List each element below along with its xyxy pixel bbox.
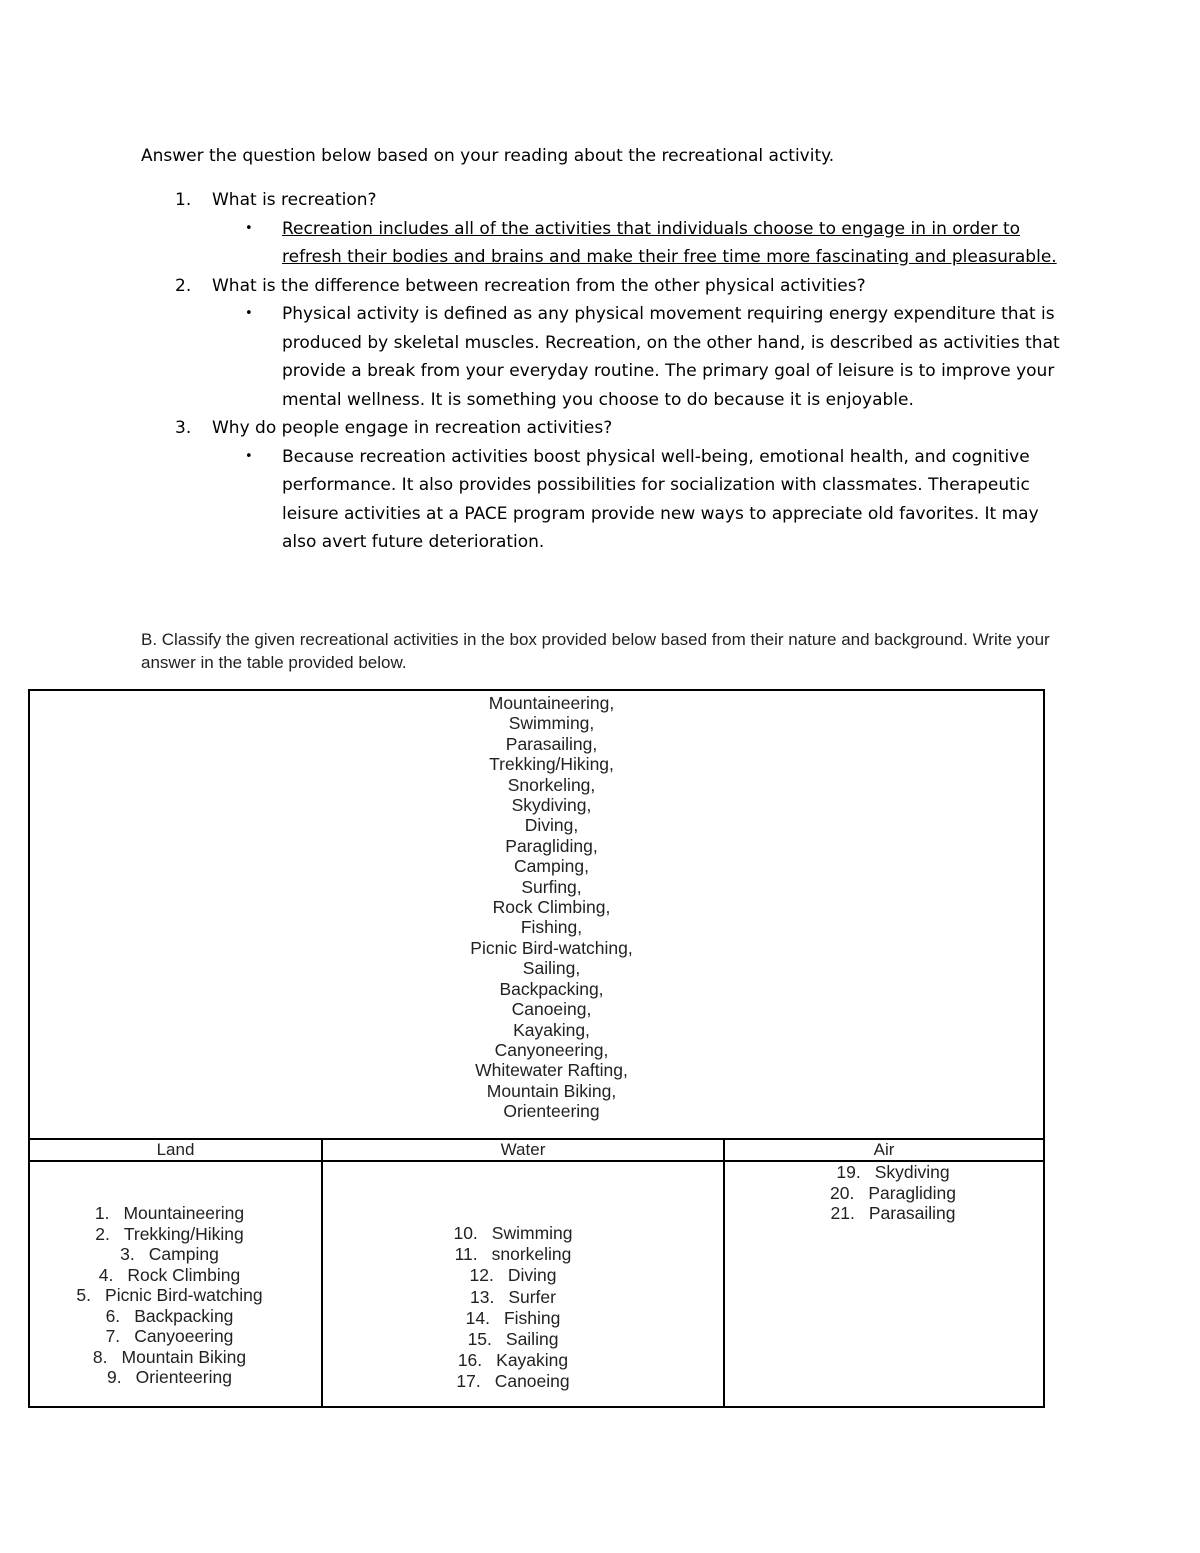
header-land: Land [28, 1138, 323, 1162]
answer-2 [175, 300, 1062, 414]
question-1 [175, 186, 1075, 215]
item-text: Mountaineering [123, 1203, 245, 1223]
question-text: Why do people engage in recreation activities? [212, 418, 613, 438]
item-text: Diving [507, 1265, 557, 1286]
classified-item [18, 1203, 321, 1224]
item-number: 1. [94, 1203, 110, 1223]
item-text: Canyoeering [134, 1326, 234, 1346]
question-3 [175, 414, 1075, 443]
question-2 [175, 272, 1075, 301]
item-text: Swimming [491, 1223, 573, 1243]
question-text: What is the difference between recreation from the other physical activities? [212, 275, 866, 296]
answer-3 [175, 443, 1062, 557]
activity-item: Paragliding, [505, 835, 598, 856]
item-text: Sailing [505, 1329, 559, 1350]
item-number: 19. [836, 1162, 861, 1182]
activity-item: Swimming, [508, 713, 595, 734]
item-number: 12. [469, 1265, 494, 1286]
item-number: 21. [830, 1203, 855, 1223]
item-text: Backpacking [134, 1305, 234, 1326]
classified-item [18, 1244, 321, 1265]
item-text: Parasailing [868, 1203, 956, 1223]
air-list [743, 1162, 1043, 1224]
item-number: 2. [95, 1223, 110, 1244]
classified-item [18, 1367, 321, 1388]
activity-item: Skydiving, [511, 795, 592, 816]
classified-item [743, 1162, 1043, 1183]
water-list [303, 1223, 723, 1393]
item-text: Picnic Bird-watching [105, 1285, 263, 1305]
classified-item [18, 1306, 321, 1327]
activity-item: Canoeing, [511, 999, 592, 1020]
activity-item: Backpacking, [499, 978, 604, 999]
item-number: 7. [105, 1326, 121, 1346]
item-number: 14. [465, 1307, 490, 1328]
classified-item [18, 1265, 321, 1286]
question-number: 1. [175, 190, 192, 210]
item-text: Surfer [508, 1286, 556, 1307]
item-text: Canoeing [494, 1371, 570, 1392]
land-list [18, 1203, 321, 1388]
activity-item: Kayaking, [513, 1019, 590, 1040]
classified-item [303, 1371, 723, 1392]
item-number: 4. [98, 1264, 114, 1285]
item-number: 6. [105, 1305, 121, 1326]
item-text: Kayaking [496, 1350, 569, 1371]
activity-box [28, 689, 1045, 1140]
answer-1 [175, 215, 1062, 272]
item-text: Orienteering [135, 1367, 232, 1387]
classified-item [303, 1329, 723, 1350]
activity-item: Snorkeling, [507, 774, 596, 795]
item-text: Trekking/Hiking [123, 1223, 244, 1244]
classified-item [18, 1224, 321, 1245]
classified-item [743, 1203, 1043, 1224]
item-number: 16. [457, 1350, 483, 1371]
classified-item [18, 1326, 321, 1347]
item-text: Mountain Biking [121, 1346, 247, 1367]
water-cell [321, 1160, 725, 1408]
item-text: Rock Climbing [127, 1264, 241, 1285]
answer-text: Because recreation activities boost physical well-being, emotional health, and cognitive performance. It also provides possibilities for socialization with classmates. Therapeutic leisure activities at a PACE program provide new ways to appreciate old favorites. It may also avert future deterioration. [282, 446, 1039, 552]
activity-item: Sailing, [522, 958, 581, 979]
question-text: What is recreation? [212, 190, 377, 210]
activity-item: Parasailing, [505, 733, 598, 754]
activity-item: Mountaineering, [488, 693, 615, 713]
item-number: 3. [120, 1244, 135, 1264]
question-number: 2. [175, 275, 192, 296]
classified-item [743, 1183, 1043, 1204]
activity-item: Canyoneering, [494, 1039, 609, 1060]
intro-text: Answer the question below based on your reading about the recreational activity. [141, 146, 835, 166]
header-air: Air [723, 1138, 1045, 1162]
item-text: Paragliding [868, 1182, 956, 1203]
item-number: 17. [456, 1371, 481, 1392]
activity-item: Camping, [514, 856, 589, 877]
classified-item [303, 1223, 723, 1244]
item-text: Skydiving [874, 1162, 950, 1182]
classified-item [303, 1265, 723, 1286]
bullet-icon: • [245, 306, 253, 321]
item-number: 8. [92, 1346, 108, 1367]
activity-item: Surfing, [521, 876, 582, 897]
item-number: 20. [830, 1182, 855, 1203]
activity-item: Fishing, [520, 917, 583, 938]
activity-item: Orienteering [503, 1101, 600, 1122]
activity-item: Picnic Bird-watching, [470, 937, 633, 958]
answer-text: Physical activity is defined as any physical movement requiring energy expenditure that is produced by skeletal muscles. Recreation, on the other hand, is described as activities that provide a break from your everyday routine. The primary goal of leisure is to improve your mental wellness. It is something you choose to do because it is enjoyable. [282, 304, 1060, 410]
instruction-text: B. Classify the given recreational activities in the box provided below based from their nature and background. Write your answer in the table provided below. [141, 630, 1050, 672]
activity-item: Rock Climbing, [492, 897, 611, 918]
item-number: 5. [76, 1285, 92, 1305]
bullet-icon: • [245, 448, 253, 464]
item-number: 9. [107, 1367, 122, 1387]
activity-item: Diving, [524, 815, 579, 836]
header-water: Water [321, 1138, 725, 1162]
classified-item [303, 1244, 723, 1265]
activity-list [30, 693, 1043, 1122]
question-list [175, 186, 1075, 557]
item-text: snorkeling [491, 1244, 572, 1265]
item-text: Fishing [503, 1307, 561, 1328]
bullet-icon: • [245, 220, 253, 236]
classified-item [303, 1308, 723, 1329]
classified-item [303, 1350, 723, 1371]
activity-item: Mountain Biking, [486, 1080, 617, 1101]
classified-item [18, 1285, 321, 1306]
activity-item: Trekking/Hiking, [489, 754, 614, 775]
land-cell [28, 1160, 323, 1408]
question-number: 3. [175, 418, 192, 438]
item-number: 10. [453, 1223, 478, 1243]
activity-item: Whitewater Rafting, [475, 1060, 628, 1081]
item-number: 11. [454, 1244, 478, 1265]
item-text: Camping [148, 1244, 219, 1264]
item-number: 13. [470, 1286, 495, 1307]
classified-item [18, 1347, 321, 1368]
answer-text: Recreation includes all of the activities that individuals choose to engage in in order to refresh their bodies and brains and make their free time more fascinating and pleasurable. [282, 218, 1057, 267]
air-cell [723, 1160, 1045, 1408]
classified-item [303, 1287, 723, 1308]
item-number: 15. [467, 1329, 492, 1350]
